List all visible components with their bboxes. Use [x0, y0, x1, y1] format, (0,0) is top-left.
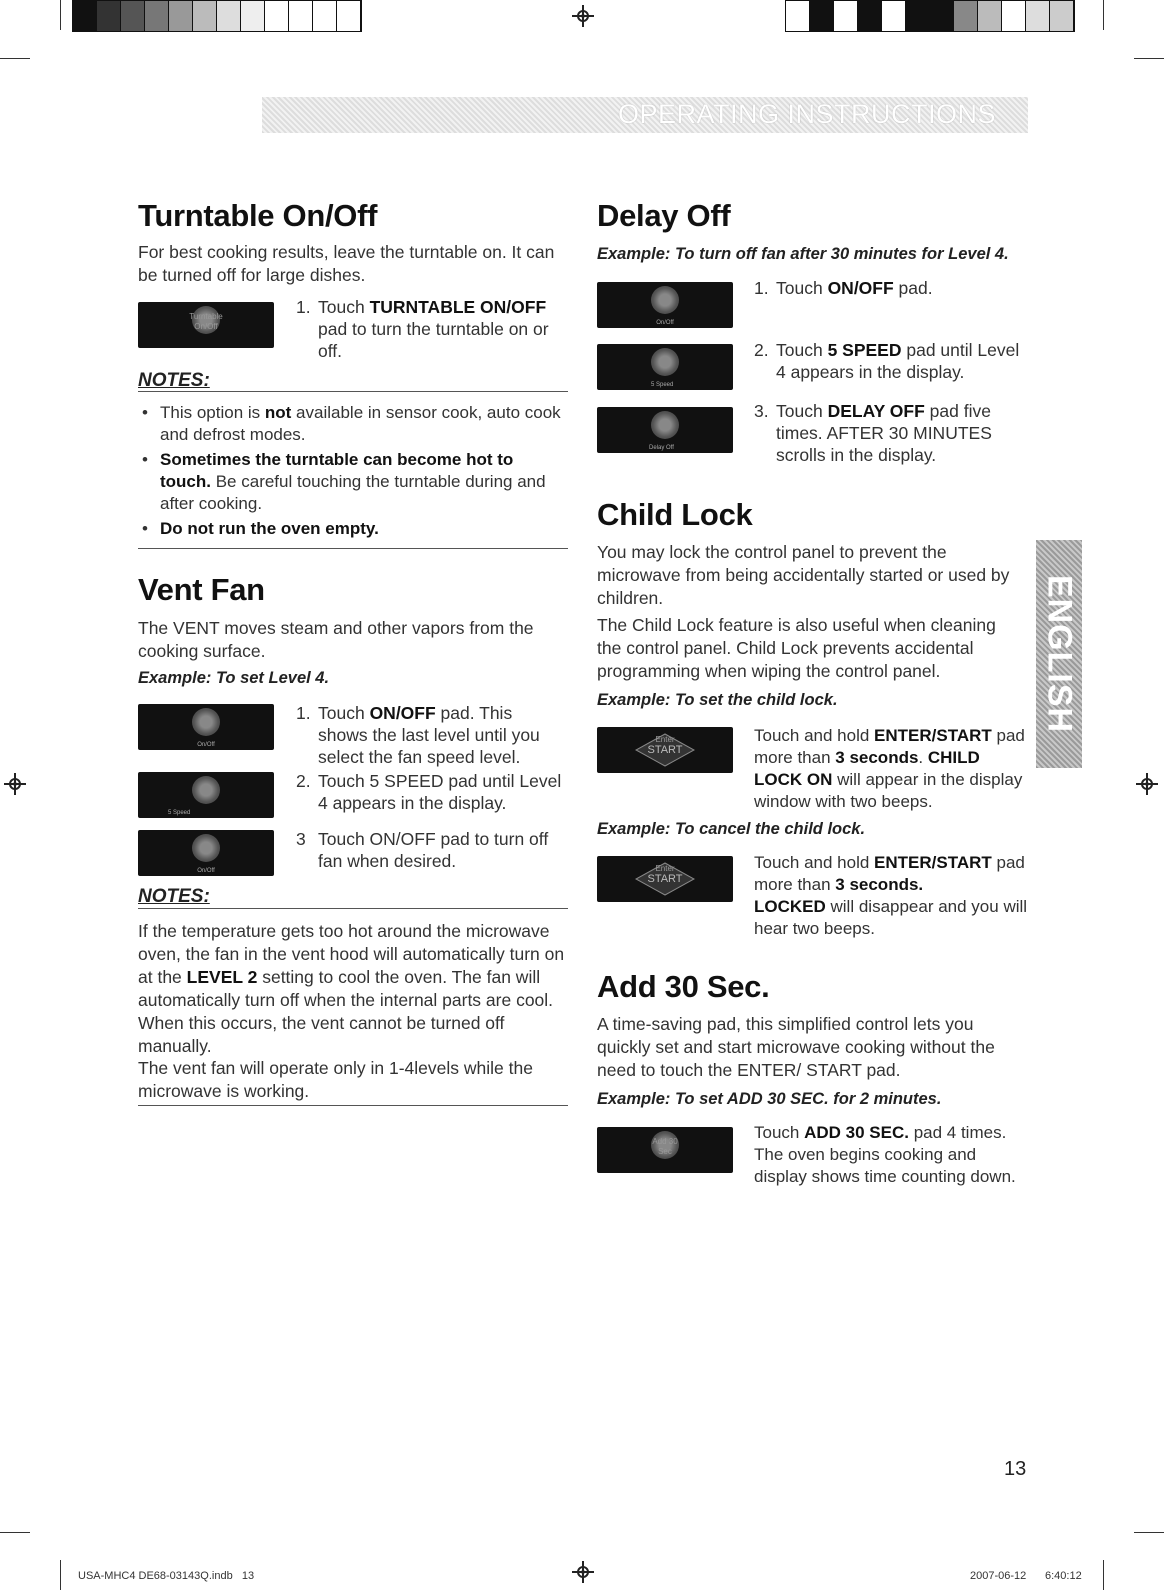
add-30-sec-intro: A time-saving pad, this simplified control lets you quickly set and start microwave cooking without the need to touch the ENTER/ START pad. [597, 1014, 995, 1080]
child-lock-heading: Child Lock [597, 497, 753, 532]
turntable-notes-heading: NOTES: [138, 370, 210, 391]
on-off-pad-image [597, 282, 733, 328]
pad-button-icon [651, 286, 679, 314]
child-lock-para-1: You may lock the control panel to prevent the microwave from being accidentally started or used by children. [597, 542, 1010, 608]
pad-button-icon [192, 776, 220, 804]
pad-label: Enter [655, 735, 675, 744]
crop-mark [1103, 1560, 1104, 1590]
vent-fan-step-1: 1. Touch ON/OFF pad. This shows the last level until you select the fan speed level. [296, 703, 540, 767]
pad-button-icon [192, 708, 220, 736]
add-30-sec-pad-image [597, 1127, 733, 1173]
step-text: pad to turn the turntable on or off. [318, 319, 549, 361]
divider [138, 1105, 568, 1106]
language-tab [1036, 540, 1082, 768]
step-number: 1. [754, 278, 769, 298]
step-number: 3 [296, 829, 306, 849]
add-30-sec-example: Example: To set ADD 30 SEC. for 2 minutes. [597, 1090, 942, 1108]
pad-label: Add 30 Sec [652, 1137, 678, 1156]
on-off-pad-image [138, 830, 274, 876]
delay-off-heading: Delay Off [597, 198, 731, 233]
pad-button-icon [192, 834, 220, 862]
note-item: • Sometimes the turntable can become hot to touch. Be careful touching the turntable during and after cooking. [138, 449, 568, 515]
add-30-sec-instructions: Touch ADD 30 SEC. pad 4 times. The oven begins cooking and display shows time counting down. [754, 1123, 1016, 1186]
step-number: 2. [754, 340, 769, 360]
vent-fan-notes-text: If the temperature gets too hot around the microwave oven, the fan in the vent hood will automatically turn on at the LEVEL 2 setting to cool the oven. The fan will automatically turn off when the internal parts are cool. When this occurs, the vent cannot be turned off manually. [138, 921, 565, 1056]
step-number: 1. [296, 297, 311, 317]
section-title: OPERATING INSTRUCTIONS [617, 99, 996, 129]
turntable-step-1 [296, 296, 556, 362]
turntable-heading: Turntable On/Off [138, 198, 378, 233]
divider [138, 548, 568, 549]
note-item: • Do not run the oven empty. [138, 518, 568, 540]
page-number: 13 [1004, 1458, 1027, 1480]
footer-time: 6:40:12 [1045, 1570, 1082, 1582]
vent-fan-intro: The VENT moves steam and other vapors from the cooking surface. [138, 618, 534, 661]
vent-fan-notes-text-2: The vent fan will operate only in 1-4levels while the microwave is working. [138, 1058, 533, 1101]
section-banner [262, 97, 1028, 133]
pad-label: On/Off [197, 742, 215, 748]
enter-start-pad-image [597, 856, 733, 902]
divider [138, 908, 568, 909]
turntable-pad-image [138, 302, 274, 348]
note-item: • This option is not available in sensor cook, auto cook and defrost modes. [138, 402, 568, 446]
delay-off-pad-image [597, 407, 733, 453]
divider [138, 391, 568, 392]
registration-crosshair-top [572, 5, 594, 27]
vent-fan-step-3 [296, 828, 564, 872]
step-number: 2. [296, 771, 311, 791]
step-keyword: TURNTABLE ON/OFF [369, 297, 547, 317]
vent-fan-notes-heading: NOTES: [138, 886, 210, 907]
child-lock-cancel-instructions: Touch and hold ENTER/START pad more than 3 seconds. LOCKED will disappear and you will hear two beeps. [754, 853, 1028, 938]
step-text: Touch ON/OFF pad to turn off fan when desired. [318, 829, 549, 871]
delay-off-step-1: 1. Touch ON/OFF pad. [754, 278, 933, 298]
delay-off-example: Example: To turn off fan after 30 minutes for Level 4. [597, 245, 1009, 263]
registration-crosshair-left [4, 773, 26, 795]
crop-mark [0, 1532, 30, 1533]
pad-label: On/Off [656, 320, 674, 326]
pad-label: Delay Off [649, 445, 674, 451]
registration-bar-left [72, 0, 362, 32]
pad-button-icon [651, 411, 679, 439]
crop-mark [1134, 58, 1164, 59]
pad-label: Turntable On/Off [189, 312, 223, 331]
footer-date: 2007-06-12 [970, 1570, 1027, 1582]
pad-label: 5 Speed [168, 810, 191, 816]
crop-mark [60, 0, 61, 30]
five-speed-pad-image [597, 344, 733, 390]
step-text: Touch 5 SPEED pad until Level 4 appears in the display. [318, 771, 562, 813]
crop-mark [0, 58, 30, 59]
registration-bar-right [785, 0, 1075, 32]
vent-fan-example: Example: To set Level 4. [138, 669, 330, 687]
step-number: 1. [296, 703, 311, 723]
crop-mark [60, 1560, 61, 1590]
pad-label: START [647, 873, 683, 885]
pad-label: Enter [655, 864, 675, 873]
language-label: ENGLISH [1040, 574, 1079, 734]
enter-start-pad-image [597, 727, 733, 773]
five-speed-pad-image [138, 772, 274, 818]
turntable-intro: For best cooking results, leave the turntable on. It can be turned off for large dishes. [138, 242, 555, 285]
child-lock-example-set: Example: To set the child lock. [597, 691, 838, 709]
registration-crosshair-bottom [572, 1561, 594, 1583]
delay-off-step-3: 3. Touch DELAY OFF pad five times. AFTER 30 MINUTES scrolls in the display. [754, 401, 992, 465]
child-lock-example-cancel: Example: To cancel the child lock. [597, 820, 866, 838]
vent-fan-step-2 [296, 770, 564, 814]
child-lock-set-instructions: Touch and hold ENTER/START pad more than 3 seconds. CHILD LOCK ON will appear in the display window with two beeps. [754, 726, 1025, 811]
step-text: Touch [318, 297, 370, 317]
child-lock-para-2: The Child Lock feature is also useful when cleaning the control panel. Child Lock prevents accidental programming when wiping the control panel. [597, 615, 996, 681]
registration-crosshair-right [1136, 773, 1158, 795]
step-number: 3. [754, 401, 769, 421]
add-30-sec-heading: Add 30 Sec. [597, 969, 770, 1004]
crop-mark [1134, 1532, 1164, 1533]
footer-filename: USA-MHC4 DE68-03143Q.indb 13 [78, 1570, 255, 1582]
crop-mark [1103, 0, 1104, 30]
turntable-notes-list [138, 402, 568, 543]
on-off-pad-image [138, 704, 274, 750]
vent-fan-heading: Vent Fan [138, 572, 265, 607]
delay-off-step-2: 2. Touch 5 SPEED pad until Level 4 appears in the display. [754, 340, 1020, 382]
pad-button-icon [651, 348, 679, 376]
pad-label: START [647, 744, 683, 756]
pad-label: 5 Speed [651, 382, 674, 388]
pad-label: On/Off [197, 868, 215, 874]
